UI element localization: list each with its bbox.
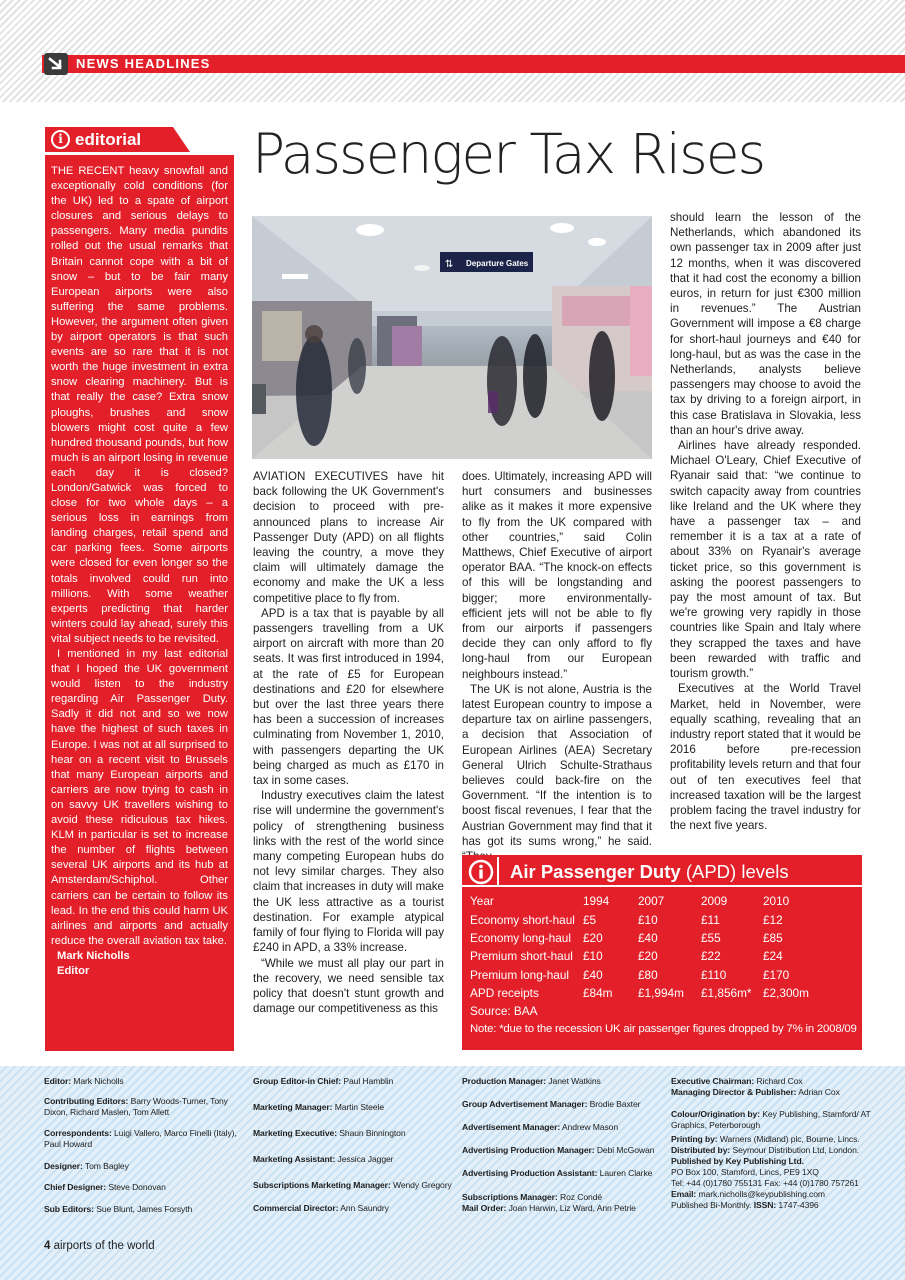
- credit-role: Marketing Assistant:: [253, 1154, 336, 1164]
- info-icon: i: [51, 130, 70, 149]
- editorial-signature-role: Editor: [57, 964, 90, 977]
- credit-names: Wendy Gregory: [392, 1180, 452, 1190]
- credit-entry: [44, 1096, 244, 1118]
- credit-entry: [671, 1076, 871, 1087]
- credit-entry: [462, 1192, 662, 1203]
- editorial-text: [51, 164, 228, 949]
- credit-role: Advertising Production Assistant:: [462, 1168, 598, 1178]
- page-title: Passenger Tax Rises: [252, 122, 765, 186]
- editorial-tab-label: editorial: [75, 130, 142, 149]
- article-column-2: [462, 469, 652, 864]
- credit-entry: [462, 1203, 662, 1214]
- credit-names: Lauren Clarke: [599, 1168, 653, 1178]
- credit-entry: [462, 1168, 662, 1179]
- credit-names: Janet Watkins: [548, 1076, 601, 1086]
- page-footer: [44, 1240, 155, 1252]
- credit-role: Contributing Editors:: [44, 1096, 129, 1106]
- table-header-row: [470, 892, 858, 910]
- credit-names: Roz Condé: [560, 1192, 603, 1202]
- credit-role: Subscriptions Manager:: [462, 1192, 558, 1202]
- credit-role: Correspondents:: [44, 1128, 112, 1138]
- credit-role: Distributed by:: [671, 1145, 731, 1155]
- credit-names: Paul Hamblin: [343, 1076, 394, 1086]
- table-cell: £12: [763, 912, 783, 927]
- editorial-paragraph: THE RECENT heavy snowfall and exceptionally cold conditions (for the UK) led to a spate of airport closures and serious delays to passengers. Many media pundits rolled out the usual remarks that Britain cannot cope with a bit of snow – but to be fair many European airports were also suffering the same problems. However, the argument often given by airport operators is that such events are so rare that it is not worth the huge investment in extra snow clearing machinery. But is that really the case? Extra snow ploughs, brushes and snow blowers might cost quite a few hundred thousand pounds, but how much is an airport losing in revenue each day it is closed? London/Gatwick was forced to close for two whole days – a serious loss in earnings from landing charges, retail spend and car parking fees. Some airports were closed for even longer so the totals involved could run into millions. With some weather experts predicting that harder winters could lay ahead, surely this vital subject needs to be revisited.: [51, 165, 228, 645]
- apd-note: Note: *due to the recession UK air passenger figures dropped by 7% in 2008/09: [470, 1023, 857, 1035]
- credit-role: Sub Editors:: [44, 1204, 94, 1214]
- credit-names: Andrew Mason: [561, 1122, 619, 1132]
- credit-role: Email:: [671, 1189, 697, 1199]
- svg-text:⇅: ⇅: [445, 259, 454, 270]
- credit-names: Tom Bagley: [84, 1161, 129, 1171]
- credit-entry: [462, 1145, 662, 1156]
- article-paragraph: AVIATION EXECUTIVES have hit back following the UK Government's decision to proceed with pre-announced plans to increase Air Passenger Duty (APD) on all flights leaving the country, a move they claim will ultimately damage the economy and make the UK a less competitive place to fly from.: [253, 470, 444, 605]
- credit-entry: [671, 1134, 871, 1145]
- credit-names: Luigi Vallero, Marco Finelli (Italy), Paul Howard: [44, 1128, 237, 1149]
- credit-role: Advertisement Manager:: [462, 1122, 561, 1132]
- credit-names: Mark Nicholls: [73, 1076, 124, 1086]
- credit-names: Shaun Binnington: [339, 1128, 406, 1138]
- credit-entry: [44, 1182, 244, 1193]
- credit-entry: [44, 1128, 244, 1150]
- credit-role: Executive Chairman:: [671, 1076, 755, 1086]
- credit-role: Designer:: [44, 1161, 83, 1171]
- table-cell: £85: [763, 930, 783, 945]
- table-cell: Premium long-haul: [470, 967, 570, 982]
- credit-entry: [44, 1204, 244, 1215]
- credit-entry: [462, 1076, 662, 1087]
- credit-names: mark.nicholls@keypublishing.com: [698, 1189, 825, 1199]
- credit-names: Key Publishing, Stamford/ AT Graphics, Peterborough: [671, 1109, 871, 1130]
- credit-names: Brodie Baxter: [589, 1099, 641, 1109]
- credit-names: Debi McGowan: [596, 1145, 655, 1155]
- arrow-down-right-icon: [44, 53, 68, 75]
- apd-source: Source: BAA: [470, 1004, 538, 1018]
- credit-role: Advertising Production Manager:: [462, 1145, 595, 1155]
- article-paragraph: does. Ultimately, increasing APD will hurt consumers and businesses alike as it makes it more expensive to fly from the UK compared with other countries,” said Colin Matthews, Chief Executive of airport operator BAA. “The knock-on effects of this will be longstanding and bigger; more environmentally-efficient jets will not be able to fly from our airports if passengers decide they can only afford to fly long-haul from our European neighbours instead.”: [462, 470, 652, 681]
- credit-entry: [253, 1203, 453, 1214]
- table-row: [470, 910, 858, 928]
- credit-names: Richard Cox: [756, 1076, 803, 1086]
- credit-role: Group Editor-in Chief:: [253, 1076, 342, 1086]
- apd-levels-table: [470, 892, 858, 1002]
- credit-entry: [671, 1109, 871, 1131]
- editorial-signature-name: Mark Nicholls: [57, 949, 130, 962]
- credit-entry: [671, 1087, 871, 1098]
- credit-names: PO Box 100, Stamford, Lincs, PE9 1XQ: [671, 1167, 819, 1177]
- credit-role: Commercial Director:: [253, 1203, 339, 1213]
- credit-entry: [671, 1167, 871, 1178]
- credit-role: Editor:: [44, 1076, 71, 1086]
- credit-names: Warners (Midland) plc, Bourne, Lincs.: [719, 1134, 860, 1144]
- table-row: [470, 966, 858, 984]
- credit-names: Joan Harwin, Liz Ward, Ann Petrie: [508, 1203, 636, 1213]
- credit-role: Chief Designer:: [44, 1182, 107, 1192]
- credit-role: Group Advertisement Manager:: [462, 1099, 588, 1109]
- credit-names: 1747-4396: [778, 1200, 819, 1210]
- credit-names: Steve Donovan: [108, 1182, 166, 1192]
- credit-role: Marketing Executive:: [253, 1128, 337, 1138]
- credit-entry: [671, 1178, 871, 1189]
- page-number: 4: [44, 1240, 51, 1252]
- apd-title-rest: (APD) levels: [685, 861, 789, 882]
- credit-entry: [253, 1076, 453, 1087]
- credit-entry: [462, 1122, 662, 1133]
- credit-role: Subscriptions Marketing Manager:: [253, 1180, 391, 1190]
- credit-role: Mail Order:: [462, 1203, 507, 1213]
- credit-entry: [44, 1076, 244, 1087]
- credit-entry: [671, 1200, 871, 1211]
- credit-role: Production Manager:: [462, 1076, 547, 1086]
- credit-role: Published by Key Publishing Ltd.: [671, 1156, 804, 1166]
- table-row: [470, 984, 858, 1002]
- table-cell: Premium short-haul: [470, 949, 573, 964]
- article-paragraph: Airlines have already responded. Michael O'Leary, Chief Executive of Ryanair said that: “we continue to switch capacity away from countries like Ireland and the UK where they have a passenger tax – and remember it is a tax at a rate of about 33% on Ryanair's average ticket price, so this government is asking the poorest passengers to pay the most amount of tax. But we're growing very rapidly in those countries like Spain and Italy where they scrapped the taxes and have been rewarded with traffic and tourism growth.”: [670, 439, 861, 681]
- photo-sign-text: Departure Gates: [466, 259, 529, 268]
- credit-names: Seymour Distribution Ltd, London.: [732, 1145, 860, 1155]
- credit-names: Barry Woods-Turner, Tony Dixon, Richard Maslen, Tom Allett: [44, 1096, 228, 1117]
- table-cell: £170: [763, 967, 790, 982]
- table-cell: £10: [638, 912, 658, 927]
- credit-names: Adrian Cox: [798, 1087, 840, 1097]
- table-cell: £5: [583, 912, 597, 927]
- table-cell: £1,856m*: [701, 986, 752, 1001]
- apd-box-title: [510, 860, 789, 884]
- credit-entry: [671, 1145, 871, 1156]
- table-cell: £40: [583, 967, 603, 982]
- credit-names: Ann Saundry: [340, 1203, 389, 1213]
- article-paragraph: Industry executives claim the latest rise will undermine the government's policy of strengthening business links with the rest of the world since many competing European hubs do not levy similar charges. They also claim that increases in duty will make the UK less attractive as a tourist destination. For example atypical family of four flying to Florida will pay £240 in APD, a 33% increase.: [253, 789, 444, 955]
- credit-entry: [253, 1154, 453, 1165]
- article-paragraph: “While we must all play our part in the recovery, we need sensible tax policy that doesn't stunt growth and damage our competitiveness as this: [253, 956, 444, 1016]
- table-cell: Economy long-haul: [470, 930, 571, 945]
- table-cell: £110: [701, 967, 727, 982]
- table-row: [470, 947, 858, 965]
- credit-entry: [253, 1128, 453, 1139]
- credit-names: Published Bi-Monthly.: [671, 1200, 752, 1210]
- table-cell: £10: [583, 949, 603, 964]
- credit-names: Sue Blunt, James Forsyth: [96, 1204, 193, 1214]
- table-header-cell: 2009: [701, 894, 728, 909]
- header-stripes: [0, 0, 905, 102]
- credit-entry: [253, 1102, 453, 1113]
- table-cell: £1,994m: [638, 986, 684, 1001]
- table-cell: APD receipts: [470, 986, 539, 1001]
- credit-names: Martin Steele: [334, 1102, 385, 1112]
- table-row: [470, 929, 858, 947]
- article-paragraph: The UK is not alone, Austria is the latest European country to impose a departure tax on airline passengers, a decision that Association of European Airlines (AEA) Secretary General Ulrich Schulte-Strathaus believes could back-fire on the Government. “If the intention is to boost fiscal revenues, I fear that the Austrian Government may find that it has got its sums wrong,” he said.: [462, 682, 652, 848]
- info-icon: [465, 857, 499, 886]
- article-column-3: [670, 210, 861, 833]
- article-column-1: [253, 469, 444, 1016]
- editorial-box: [45, 155, 234, 1051]
- table-cell: £2,300m: [763, 986, 809, 1001]
- table-cell: £11: [701, 912, 720, 927]
- table-header-cell: Year: [470, 894, 494, 909]
- magazine-name: airports of the world: [53, 1240, 155, 1252]
- table-cell: £80: [638, 967, 658, 982]
- table-cell: £55: [701, 930, 721, 945]
- table-cell: £24: [763, 949, 783, 964]
- table-cell: Economy short-haul: [470, 912, 575, 927]
- table-header-cell: 1994: [583, 894, 610, 909]
- table-cell: £22: [701, 949, 721, 964]
- credit-role: Managing Director & Publisher:: [671, 1087, 797, 1097]
- credit-names: Tel: +44 (0)1780 755131 Fax: +44 (0)1780 757261: [671, 1178, 859, 1188]
- article-paragraph: Executives at the World Travel Market, held in November, were equally scathing, revealing that an industry report stated that it would be 2016 before pre-recession profitability levels return and that four out of ten executives feel that increased taxation will be the largest problem facing the travel industry for the next five years.: [670, 682, 861, 833]
- table-header-cell: 2010: [763, 894, 790, 909]
- article-paragraph: should learn the lesson of the Netherlands, which abandoned its own passenger tax in 2009 after just 12 months, when it was discovered that it had cost the economy a billion euros, in return for just €300 million in revenues.” The Austrian Government will impose a €8 charge for short-haul journeys and €40 for long-haul, but as was the case in the Netherlands, analysts believe passengers may choose to avoid the tax by driving to a foreign airport, in this case Bratislava in Slovakia, less than an hour's drive away.: [670, 211, 861, 437]
- credit-entry: [44, 1161, 244, 1172]
- credit-role: Colour/Origination by:: [671, 1109, 760, 1119]
- credit-names: Jessica Jagger: [337, 1154, 394, 1164]
- credit-role: Marketing Manager:: [253, 1102, 333, 1112]
- article-paragraph: APD is a tax that is payable by all passengers travelling from a UK airport on aircraft with more than 20 seats. It was first introduced in 1994, at the rate of £5 for European destinations and £20 for elsewhere but over the last three years there has been a succession of increases culminating from November 1, 2010, with passengers departing the UK being charged as much as £170 in tax in some cases.: [253, 606, 444, 788]
- editorial-paragraph: I mentioned in my last editorial that I hoped the UK government would listen to the industry regarding Air Passenger Duty. Sadly it did not and so we now have the highest of such taxes in Europe. I was not at all surprised to hear on a recent visit to Brussels that many European airports and carriers are now trying to cash in on savvy UK travellers wishing to avoid these ridiculous tax hikes. KLM in particular is set to increase the number of flights between several UK airports and its hub at Amsterdam/Schiphol. Other carriers can be certain to follow its lead. In the end this could harm UK airlines and airports and actually reduce the overall aviation tax take.: [51, 648, 228, 947]
- airport-terminal-photo: [252, 216, 652, 459]
- table-cell: £40: [638, 930, 658, 945]
- table-cell: £20: [638, 949, 658, 964]
- credit-entry: [462, 1099, 662, 1110]
- section-header-label: NEWS HEADLINES: [76, 56, 211, 71]
- table-cell: £84m: [583, 986, 613, 1001]
- credit-role: ISSN:: [753, 1200, 777, 1210]
- credit-entry: [253, 1180, 453, 1191]
- table-cell: £20: [583, 930, 603, 945]
- credit-role: Printing by:: [671, 1134, 718, 1144]
- apd-title-bold: Air Passenger Duty: [510, 861, 681, 882]
- credit-entry: [671, 1189, 871, 1200]
- credit-entry: [671, 1156, 871, 1167]
- table-header-cell: 2007: [638, 894, 665, 909]
